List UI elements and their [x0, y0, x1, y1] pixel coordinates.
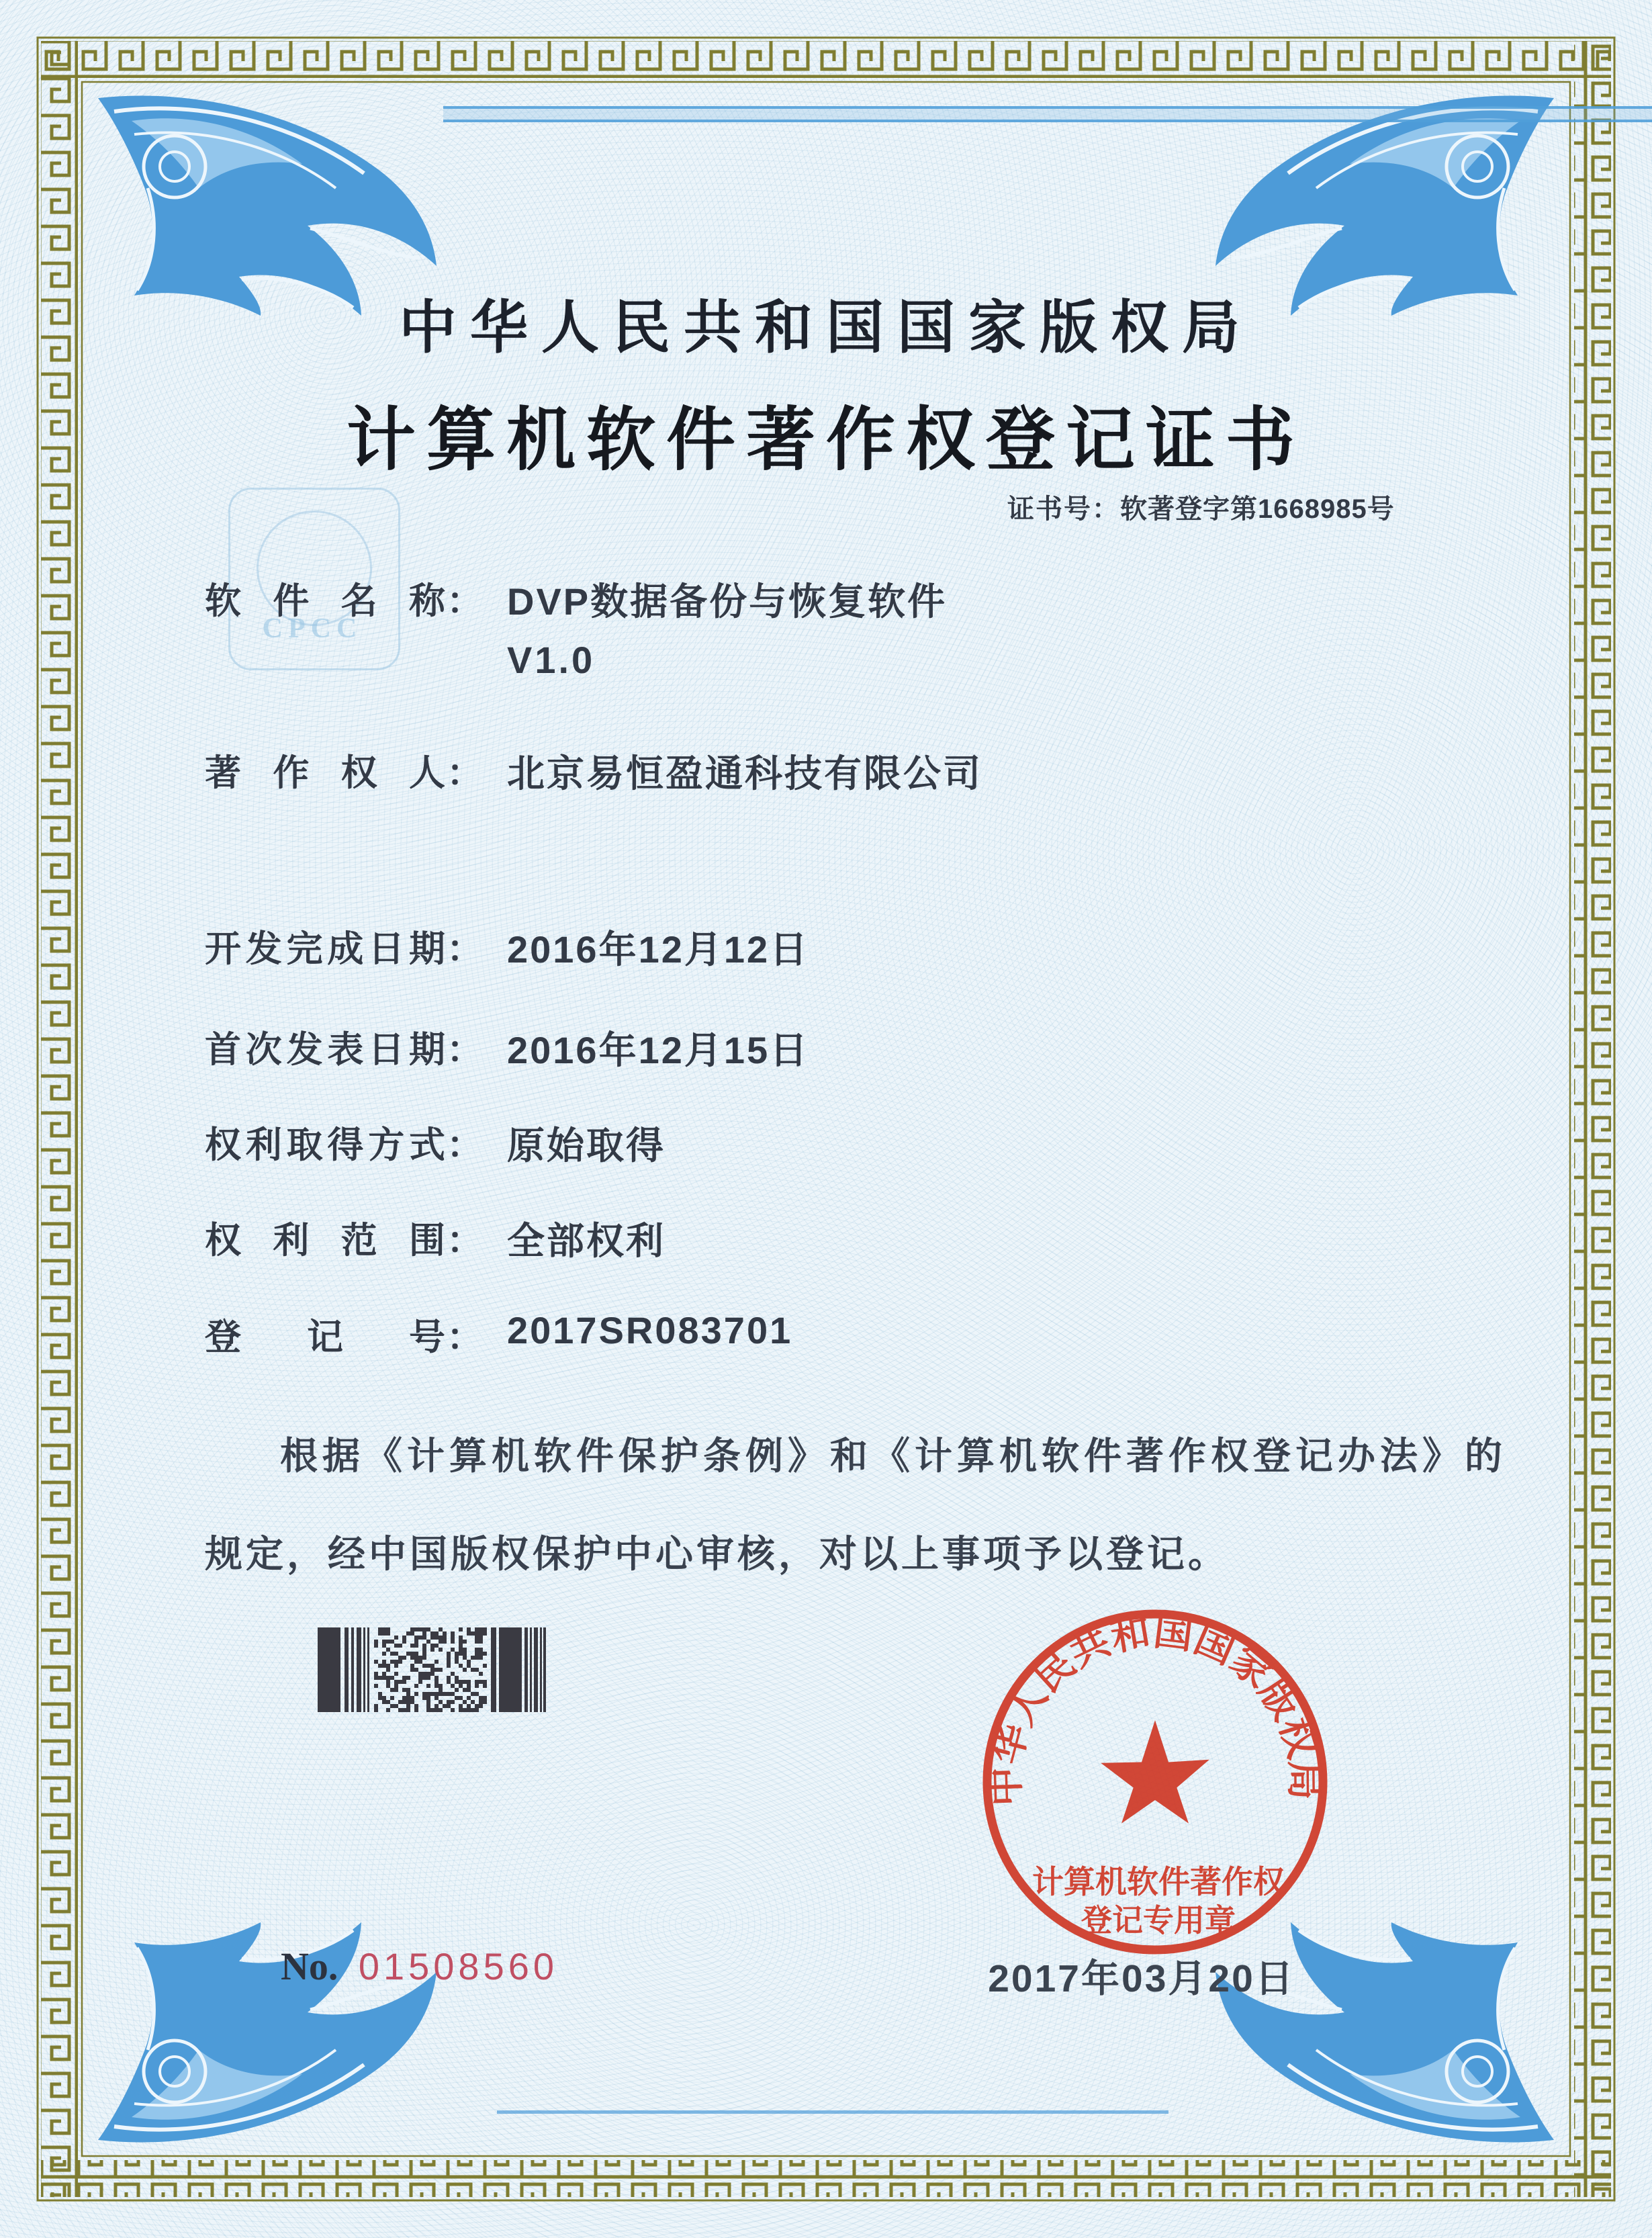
field-colon: ： — [447, 753, 483, 793]
seal-ring-text: 中华人民共和国国家版权局 — [984, 1611, 1326, 1807]
document-title: 计算机软件著作权登记证书 — [347, 401, 1305, 478]
field-row-rights-scope — [205, 1212, 666, 1265]
field-label: 权利取得方式 — [205, 1125, 445, 1165]
field-value: 2016年12月12日 — [507, 928, 810, 971]
authority-title: 中华人民共和国国家版权局 — [399, 296, 1253, 360]
field-colon: ： — [447, 1317, 483, 1357]
certificate-number-label: 证书号： — [1007, 494, 1120, 524]
field-row-dev-complete-date — [205, 920, 809, 974]
field-row-first-publish-date — [205, 1021, 809, 1075]
top-blue-rule — [443, 106, 1652, 122]
statement-line-2: 规定，经中国版权保护中心审核，对以上事项予以登记。 — [205, 1533, 1229, 1575]
field-value: 原始取得 — [507, 1124, 666, 1167]
seal-caption-2: 登记专用章 — [1081, 1903, 1236, 1938]
field-colon: ： — [447, 1125, 483, 1165]
field-colon: ： — [447, 1220, 483, 1261]
certificate-number — [1007, 488, 1395, 526]
official-seal — [937, 1565, 1380, 2008]
star-icon — [1101, 1720, 1209, 1824]
software-name: DVP数据备份与恢复软件 — [507, 580, 948, 623]
certificate-number-value: 软著登字第1668985号 — [1120, 494, 1395, 524]
field-row-registration-number — [205, 1308, 792, 1360]
field-label: 著作权人 — [205, 753, 445, 793]
embossed-seal-text: CPCC — [262, 613, 363, 644]
field-label: 开发完成日期 — [205, 929, 445, 969]
field-row-rights-acquisition — [205, 1116, 666, 1170]
serial-digits: 01508560 — [358, 1945, 558, 1987]
barcode — [318, 1627, 546, 1715]
field-value: 全部权利 — [507, 1220, 666, 1262]
serial-prefix: No. — [281, 1944, 338, 1988]
field-label: 软件名称 — [205, 581, 445, 621]
field-colon: ： — [447, 581, 483, 621]
seal-caption-1: 计算机软件著作权 — [1032, 1864, 1285, 1899]
field-label: 首次发表日期 — [205, 1030, 445, 1070]
serial-number — [281, 1944, 558, 1989]
field-colon: ： — [447, 1030, 483, 1070]
field-row-copyright-owner — [205, 744, 982, 798]
seal-date: 2017年03月20日 — [988, 1957, 1295, 2000]
field-value — [507, 572, 947, 682]
field-label: 权利范围 — [205, 1220, 445, 1261]
statement-line-1: 根据《计算机软件保护条例》和《计算机软件著作权登记办法》的 — [280, 1435, 1507, 1477]
field-colon: ： — [447, 929, 483, 969]
field-label: 登记号 — [205, 1317, 445, 1357]
software-version: V1.0 — [507, 639, 596, 681]
field-row-software-name — [205, 572, 947, 682]
field-value: 2017SR083701 — [507, 1309, 793, 1351]
bottom-blue-rule — [497, 2110, 1168, 2114]
field-value: 北京易恒盈通科技有限公司 — [507, 752, 982, 795]
field-value: 2016年12月15日 — [507, 1029, 810, 1071]
